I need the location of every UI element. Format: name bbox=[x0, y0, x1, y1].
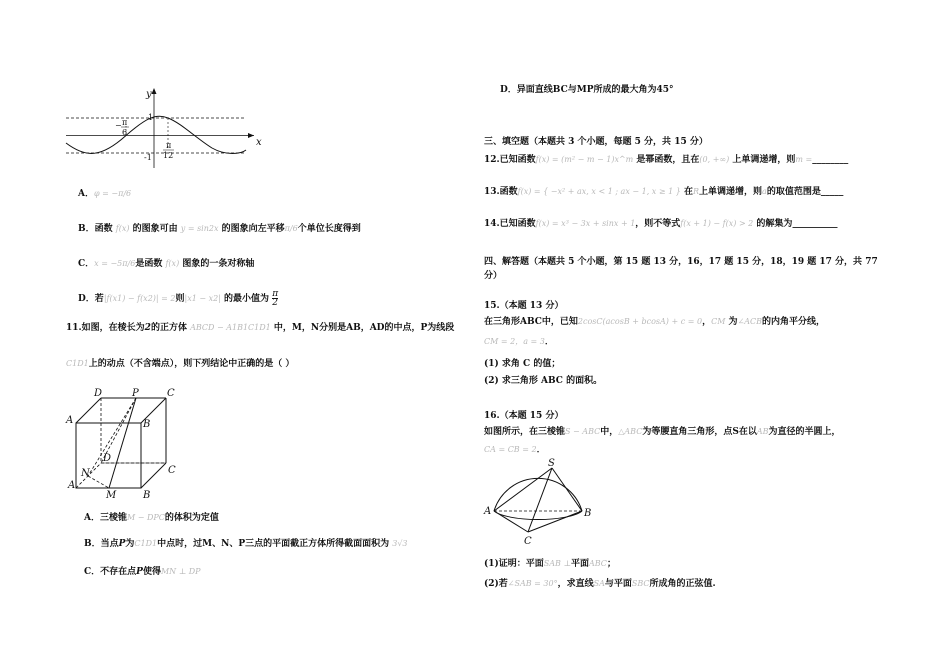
q15-l1-formula: 2cosC(acosB + bcosA) + c = 0 bbox=[577, 317, 703, 326]
option-d bbox=[78, 290, 278, 307]
question-14 bbox=[484, 218, 837, 230]
option-d-label: D．若 bbox=[78, 294, 104, 304]
q13-func: f(x) = { −x² + ax, x < 1 ; ax − 1, x ≥ 1 } bbox=[517, 187, 681, 196]
q11-opt-c-mid: 使得 bbox=[142, 567, 161, 577]
option-b-tail: 个单位长度得到 bbox=[297, 224, 361, 234]
cube-label-c1: C bbox=[167, 388, 175, 399]
q11-opt-a-label: A．三棱锥 bbox=[84, 513, 127, 523]
cube-label-a: A bbox=[68, 480, 76, 491]
q13-mid: 在 bbox=[683, 187, 693, 197]
q11-option-b bbox=[84, 538, 408, 550]
option-b-mid: 的图象可由 bbox=[132, 224, 178, 234]
cube-label-a1: A bbox=[66, 415, 74, 426]
q15-line2 bbox=[484, 336, 554, 348]
option-a bbox=[78, 188, 131, 200]
cube-label-p: P bbox=[132, 388, 139, 399]
option-b-label: B．函数 bbox=[78, 224, 113, 234]
q12-m: m = bbox=[795, 155, 813, 164]
option-b-func2: y = sin2x bbox=[180, 224, 219, 233]
q13-a: a bbox=[762, 187, 767, 196]
q11-opt-b-mid: 为 bbox=[125, 539, 135, 549]
q15-l1-mid2: 为 bbox=[728, 317, 738, 327]
q16-l1-mid: 中， bbox=[600, 427, 619, 437]
question-11-line1 bbox=[66, 322, 454, 334]
q11-opt-a-formula: M − DPC bbox=[126, 513, 165, 522]
q16-p1-pre: (1)证明：平面 bbox=[484, 559, 544, 569]
q16-l2-dot: ． bbox=[536, 445, 546, 455]
q15-l1-pre: 在三角形ABC中，已知 bbox=[484, 317, 578, 327]
q16-l1-pre: 如图所示，在三棱锥 bbox=[484, 427, 566, 437]
q16-p2-sa: SA bbox=[593, 579, 605, 588]
cube-label-n: N bbox=[81, 468, 90, 479]
fig-label-s: S bbox=[548, 458, 555, 469]
option-d-frac bbox=[272, 290, 278, 307]
q15-heading: 15.（本题 13 分） bbox=[484, 301, 564, 311]
question-12 bbox=[484, 154, 848, 166]
q16-heading: 16.（本题 15 分） bbox=[484, 411, 564, 421]
option-a-label: A． bbox=[78, 189, 94, 199]
q15-l1-angle: ∠ACB bbox=[737, 317, 763, 326]
tetrahedron-figure bbox=[486, 458, 596, 548]
option-b-frac: π/6 bbox=[284, 224, 298, 233]
q14-pre: 14.已知函数 bbox=[484, 219, 536, 229]
q15-l2-dot: ． bbox=[544, 337, 554, 347]
q16-p1-mid: 平面 bbox=[570, 559, 589, 569]
q11-opt-b-tail: 中点时，过M、N、P三点的平面截正方体所得截面面积为 bbox=[157, 539, 390, 549]
option-c-mid: 是函数 bbox=[135, 259, 163, 269]
question-11-line2 bbox=[66, 358, 294, 370]
q16-p1-plane: SAB ⊥ bbox=[543, 559, 571, 568]
q11-opt-b-value: 3√3 bbox=[392, 539, 408, 548]
graph-right-tick-num: π bbox=[166, 141, 172, 150]
option-b-func: f(x) bbox=[115, 224, 130, 233]
cube-figure bbox=[66, 388, 186, 503]
option-c-func: f(x) bbox=[165, 259, 180, 268]
cube-label-m: M bbox=[106, 490, 117, 501]
q14-tail: 的解集为 bbox=[756, 219, 793, 229]
option-c bbox=[78, 258, 254, 270]
q10-option-d: D．异面直线BC与MP所成的最大角为45° bbox=[500, 85, 674, 95]
q16-p2-mid: ，求直线 bbox=[557, 579, 594, 589]
q15-l1-tail: 的内角平分线， bbox=[762, 317, 826, 327]
q14-inequality: f(x + 1) − f(x) > 2 bbox=[680, 219, 754, 228]
q15-part1: (1) 求角 C 的值； bbox=[484, 359, 561, 369]
option-c-formula: x = −5π/6 bbox=[94, 259, 136, 268]
q16-part2 bbox=[484, 578, 716, 590]
q14-func: f(x) = x³ − 3x + sinx + 1 bbox=[535, 219, 636, 228]
option-c-label: C． bbox=[78, 259, 95, 269]
q15-line1 bbox=[484, 316, 825, 328]
q12-mid: 是幂函数，且在 bbox=[636, 155, 700, 165]
q14-blank: __________ bbox=[792, 219, 838, 229]
q16-p2-angle: ∠SAB = 30° bbox=[507, 579, 558, 588]
graph-one-label: 1 bbox=[148, 113, 154, 122]
q12-func: f(x) = (m² − m − 1)x^m bbox=[535, 155, 634, 164]
q16-line1 bbox=[484, 426, 841, 438]
option-d-mid: 则 bbox=[175, 294, 185, 304]
q16-l2-formula: CA = CB = 2 bbox=[484, 445, 537, 454]
q11-text1: 11.如图，在棱长为 bbox=[66, 323, 145, 333]
cube-label-d: D bbox=[103, 453, 112, 464]
q11-seg: C1D1 bbox=[66, 359, 89, 368]
option-b bbox=[78, 223, 361, 235]
option-a-formula: φ = −π/6 bbox=[93, 189, 132, 198]
q16-p1-plane2: ABC bbox=[589, 559, 607, 568]
graph-left-tick-num: π bbox=[122, 118, 128, 127]
cube-label-b: B bbox=[143, 490, 151, 501]
option-d-frac-num: π bbox=[272, 289, 279, 299]
q16-p2-mid2: 与平面 bbox=[604, 579, 632, 589]
q16-l1-ab: AB bbox=[756, 427, 769, 436]
q15-l1-cm: CM bbox=[711, 317, 726, 326]
q13-r: R bbox=[692, 187, 700, 196]
q16-p2-pre: (2)若 bbox=[484, 579, 508, 589]
q11-opt-c-label: C．不存在点 bbox=[84, 567, 137, 577]
q15-part2: (2) 求三角形 ABC 的面积。 bbox=[484, 376, 603, 386]
q11-opt-b-formula: C1D1 bbox=[134, 539, 158, 548]
section-3-heading: 三、填空题（本题共 3 个小题，每题 5 分，共 15 分） bbox=[484, 137, 708, 147]
q11-num: 2 bbox=[144, 323, 151, 333]
q11-opt-b-label: B．当点 bbox=[84, 539, 119, 549]
graph-left-tick-sign: − bbox=[115, 121, 122, 130]
q16-l1-triangle: △ABC bbox=[618, 427, 643, 436]
q12-interval: (0, +∞) bbox=[699, 155, 730, 164]
q11-opt-a-tail: 的体积为定值 bbox=[164, 513, 219, 523]
option-d-formula2: |x1 − x2| bbox=[184, 294, 221, 303]
q14-mid: ，则不等式 bbox=[635, 219, 681, 229]
section-4-heading: 四、解答题（本题共 5 个小题，第 15 题 13 分，16，17 题 15 分，18，19 题 17 分，共 77 bbox=[484, 257, 878, 267]
q11-opt-c-p: P bbox=[136, 567, 143, 577]
graph-x-label: x bbox=[256, 137, 262, 148]
q11-text3: 中，M，N分别是AB，AD的中点，P为线段 bbox=[273, 323, 455, 333]
fig-label-a: A bbox=[484, 506, 492, 517]
q16-p2-tail: 所成角的正弦值. bbox=[649, 579, 716, 589]
q16-p1-tail: ； bbox=[606, 559, 616, 569]
q13-pre: 13.函数 bbox=[484, 187, 518, 197]
q11-opt-c-formula: MN ⊥ DP bbox=[160, 567, 201, 576]
q16-p2-sbc: SBC bbox=[631, 579, 650, 588]
q11-cube: ABCD − A1B1C1D1 bbox=[190, 323, 271, 332]
q13-tail2: 的取值范围是_____ bbox=[766, 187, 844, 197]
q16-part1 bbox=[484, 558, 616, 570]
q15-l2-formula: CM = 2，a = 3 bbox=[484, 337, 545, 346]
option-d-formula: |f(x1) − f(x2)| = 2 bbox=[103, 294, 176, 303]
q16-l1-tail: 为直径的半圆上， bbox=[768, 427, 841, 437]
option-d-tail: 的最小值为 bbox=[224, 294, 270, 304]
graph-neg-one-label: -1 bbox=[144, 153, 152, 162]
option-d-frac-den: 2 bbox=[272, 298, 279, 308]
q11-text2: 的正方体 bbox=[150, 323, 187, 333]
q16-l1-tetra: S − ABC bbox=[565, 427, 601, 436]
q11-option-a bbox=[84, 512, 219, 524]
q12-pre: 12.已知函数 bbox=[484, 155, 536, 165]
graph-left-tick-den: 6 bbox=[122, 128, 128, 137]
cube-label-b1: B bbox=[143, 419, 151, 430]
q15-l1-mid: ， bbox=[702, 317, 712, 327]
q11-option-c bbox=[84, 566, 201, 578]
option-c-tail: 图象的一条对称轴 bbox=[182, 259, 255, 269]
graph-y-label: y bbox=[146, 89, 152, 100]
q16-line2 bbox=[484, 444, 546, 456]
section-4-heading-cont: 分） bbox=[484, 271, 503, 281]
q11-opt-b-p: P bbox=[118, 539, 126, 549]
cube-label-c: C bbox=[168, 465, 176, 476]
fig-label-c: C bbox=[524, 536, 532, 547]
question-13 bbox=[484, 186, 843, 198]
q11-text4: 上的动点（不含端点），则下列结论中正确的是（ ） bbox=[88, 359, 295, 369]
sine-graph bbox=[66, 88, 266, 168]
q12-blank: ________ bbox=[812, 155, 849, 165]
cube-label-d1: D bbox=[94, 388, 103, 399]
option-b-mid2: 的图象向左平移 bbox=[221, 224, 285, 234]
q16-l1-mid2: 为等腰直角三角形，点S在以 bbox=[642, 427, 757, 437]
fig-label-b: B bbox=[584, 508, 592, 519]
graph-right-tick-den: 12 bbox=[163, 151, 174, 160]
q12-tail: 上单调递增，则 bbox=[732, 155, 796, 165]
q13-tail: 上单调递增，则 bbox=[699, 187, 763, 197]
